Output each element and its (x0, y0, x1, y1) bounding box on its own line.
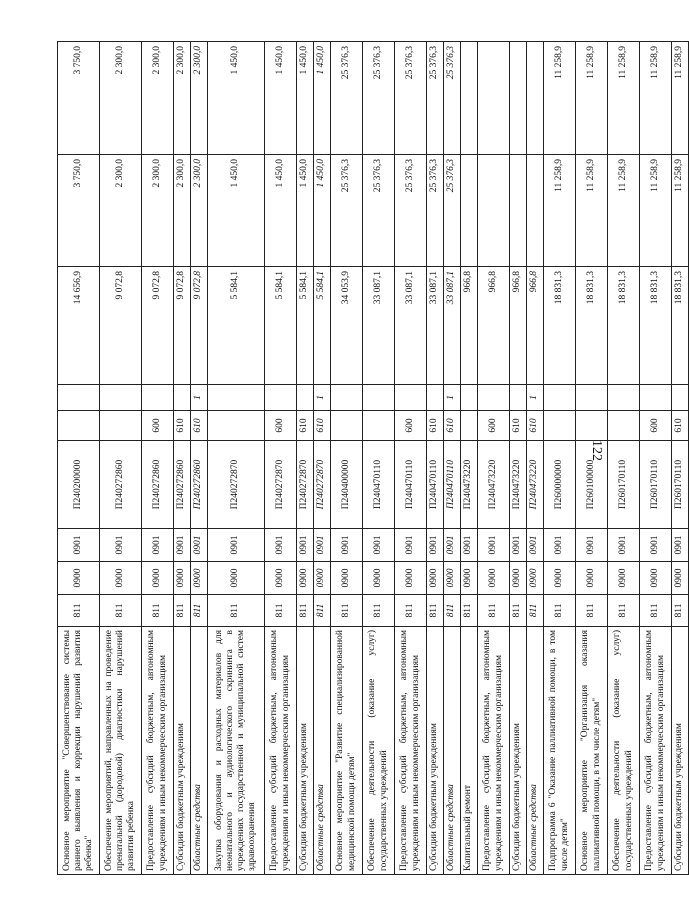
row-sum-year-1: 33 087,1 (363, 267, 395, 385)
row-name-cell: Предоставление субсидий бюджетным, автономным учреждениям и иным некоммерческим организациям (142, 627, 174, 875)
row-expense-type: 600 (478, 411, 510, 441)
row-rz-code: 0900 (510, 562, 527, 595)
row-name-cell: Основное мероприятие "Организация оказания паллиативной помощи, в том числе детям" (576, 627, 608, 875)
row-gr-code: 811 (174, 595, 191, 627)
row-pr-code: 0901 (640, 529, 672, 562)
row-rz-code: 0900 (544, 562, 576, 595)
row-sum-year-2 (527, 155, 544, 267)
row-sum-year-2: 25 376,3 (427, 155, 444, 267)
row-sum-year-3 (478, 42, 510, 155)
row-sum-year-2: 25 376,3 (444, 155, 461, 267)
row-pr-code: 0901 (58, 529, 100, 562)
row-sum-year-1: 9 072,8 (174, 267, 191, 385)
row-gr-code: 811 (297, 595, 314, 627)
row-additional-code (672, 385, 689, 411)
row-sum-year-2: 2 300,0 (142, 155, 174, 267)
row-pr-code: 0901 (544, 529, 576, 562)
row-sum-year-3: 11 258,9 (640, 42, 672, 155)
row-additional-code: 1 (314, 385, 331, 411)
row-gr-code: 811 (208, 595, 265, 627)
row-sum-year-1: 18 831,3 (544, 267, 576, 385)
row-expense-type: 610 (427, 411, 444, 441)
row-sum-year-1: 966,8 (527, 267, 544, 385)
row-additional-code (395, 385, 427, 411)
row-pr-code: 0901 (331, 529, 363, 562)
row-target-article: П240272870 (208, 441, 265, 529)
row-rz-code: 0900 (640, 562, 672, 595)
row-rz-code: 0900 (576, 562, 608, 595)
row-rz-code: 0900 (314, 562, 331, 595)
table-row (461, 42, 478, 875)
row-gr-code: 811 (576, 595, 608, 627)
row-name-cell: Субсидии бюджетным учреждениям (297, 627, 314, 875)
row-additional-code (100, 385, 142, 411)
row-name-cell: Областные средства (191, 627, 208, 875)
row-gr-code: 811 (510, 595, 527, 627)
row-name-cell: Подпрограмма 6 "Оказание паллиативной помощи, в том числе детям" (544, 627, 576, 875)
table-row (478, 42, 510, 875)
row-additional-code (265, 385, 297, 411)
row-expense-type: 610 (510, 411, 527, 441)
row-sum-year-3: 25 376,3 (331, 42, 363, 155)
row-pr-code: 0901 (297, 529, 314, 562)
row-name-cell: Предоставление субсидий бюджетным, автономным учреждениям и иным некоммерческим организациям (395, 627, 427, 875)
row-name-cell: Областные средства (444, 627, 461, 875)
row-name-cell: Субсидии бюджетным учреждениям (672, 627, 689, 875)
row-expense-type: 610 (527, 411, 544, 441)
row-name-cell: Предоставление субсидий бюджетным, автономным учреждениям и иным некоммерческим организациям (265, 627, 297, 875)
row-rz-code: 0900 (191, 562, 208, 595)
row-sum-year-1: 33 087,1 (444, 267, 461, 385)
row-target-article: П240272870 (314, 441, 331, 529)
row-rz-code: 0900 (297, 562, 314, 595)
row-sum-year-1: 18 831,3 (576, 267, 608, 385)
row-additional-code (331, 385, 363, 411)
table-row (265, 42, 297, 875)
row-additional-code: 1 (191, 385, 208, 411)
row-additional-code (478, 385, 510, 411)
row-gr-code: 811 (331, 595, 363, 627)
row-gr-code: 811 (444, 595, 461, 627)
row-sum-year-3: 1 450,0 (265, 42, 297, 155)
row-name-cell: Предоставление субсидий бюджетным, автономным учреждениям и иным некоммерческим организациям (478, 627, 510, 875)
row-expense-type: 600 (142, 411, 174, 441)
row-target-article: П260170110 (672, 441, 689, 529)
row-gr-code: 811 (672, 595, 689, 627)
row-additional-code (461, 385, 478, 411)
row-sum-year-2: 25 376,3 (331, 155, 363, 267)
row-sum-year-3: 3 750,0 (58, 42, 100, 155)
row-name-cell: Основное мероприятие "Развитие специализированной медицинской помощи детям" (331, 627, 363, 875)
row-sum-year-2: 1 450,0 (265, 155, 297, 267)
row-additional-code (208, 385, 265, 411)
row-name-cell: Закупка оборудования и расходных материалов для неонатального и аудиологического скрининга в учреждениях государственной и муниципальной систем здравоохранения (208, 627, 265, 875)
row-target-article: П240470110 (444, 441, 461, 529)
row-pr-code: 0901 (142, 529, 174, 562)
row-expense-type: 610 (314, 411, 331, 441)
row-gr-code: 811 (608, 595, 640, 627)
row-sum-year-3: 25 376,3 (444, 42, 461, 155)
row-gr-code: 811 (527, 595, 544, 627)
row-target-article: П240272870 (265, 441, 297, 529)
row-target-article: П260100000 (576, 441, 608, 529)
row-pr-code: 0901 (363, 529, 395, 562)
row-rz-code: 0900 (461, 562, 478, 595)
row-gr-code: 811 (363, 595, 395, 627)
row-pr-code: 0901 (265, 529, 297, 562)
row-sum-year-3: 25 376,3 (395, 42, 427, 155)
row-additional-code: 1 (527, 385, 544, 411)
row-sum-year-3 (461, 42, 478, 155)
row-target-article: П240473220 (478, 441, 510, 529)
row-sum-year-1: 966,8 (478, 267, 510, 385)
row-target-article: П240272860 (142, 441, 174, 529)
row-sum-year-1: 18 831,3 (608, 267, 640, 385)
row-pr-code: 0901 (576, 529, 608, 562)
row-pr-code: 0901 (510, 529, 527, 562)
row-sum-year-3: 11 258,9 (544, 42, 576, 155)
row-additional-code (174, 385, 191, 411)
row-sum-year-1: 18 831,3 (672, 267, 689, 385)
row-rz-code: 0900 (208, 562, 265, 595)
row-pr-code: 0901 (174, 529, 191, 562)
row-additional-code (363, 385, 395, 411)
budget-table (57, 41, 689, 875)
row-sum-year-2: 1 450,0 (208, 155, 265, 267)
row-rz-code: 0900 (331, 562, 363, 595)
row-sum-year-3: 1 450,0 (297, 42, 314, 155)
row-rz-code: 0900 (527, 562, 544, 595)
row-gr-code: 811 (314, 595, 331, 627)
row-sum-year-2: 11 258,9 (672, 155, 689, 267)
row-rz-code: 0900 (427, 562, 444, 595)
table-row (510, 42, 527, 875)
row-rz-code: 0900 (100, 562, 142, 595)
row-additional-code: 1 (444, 385, 461, 411)
row-target-article: П260000000 (544, 441, 576, 529)
row-expense-type (58, 411, 100, 441)
row-pr-code: 0901 (444, 529, 461, 562)
row-target-article: П260170110 (640, 441, 672, 529)
row-target-article: П240473220 (527, 441, 544, 529)
row-additional-code (640, 385, 672, 411)
row-sum-year-1: 9 072,8 (100, 267, 142, 385)
row-pr-code: 0901 (478, 529, 510, 562)
row-name-cell: Субсидии бюджетным учреждениям (510, 627, 527, 875)
row-gr-code: 811 (478, 595, 510, 627)
row-gr-code: 811 (191, 595, 208, 627)
row-name-cell: Областные средства (314, 627, 331, 875)
row-sum-year-3: 11 258,9 (672, 42, 689, 155)
row-gr-code: 811 (544, 595, 576, 627)
row-gr-code: 811 (427, 595, 444, 627)
row-target-article: П240400000 (331, 441, 363, 529)
row-sum-year-1: 5 584,1 (297, 267, 314, 385)
row-pr-code: 0901 (191, 529, 208, 562)
table-row (527, 42, 544, 875)
row-sum-year-2 (478, 155, 510, 267)
row-sum-year-1: 14 656,9 (58, 267, 100, 385)
row-rz-code: 0900 (444, 562, 461, 595)
row-rz-code: 0900 (142, 562, 174, 595)
row-pr-code: 0901 (527, 529, 544, 562)
row-sum-year-3: 2 300,0 (174, 42, 191, 155)
row-sum-year-2: 1 450,0 (314, 155, 331, 267)
row-additional-code (608, 385, 640, 411)
table-row (314, 42, 331, 875)
row-sum-year-3: 11 258,9 (576, 42, 608, 155)
row-sum-year-3: 25 376,3 (363, 42, 395, 155)
table-row (208, 42, 265, 875)
table-row (576, 42, 608, 875)
row-sum-year-2 (510, 155, 527, 267)
row-sum-year-1: 34 053,9 (331, 267, 363, 385)
row-expense-type: 610 (174, 411, 191, 441)
row-expense-type: 610 (444, 411, 461, 441)
row-expense-type (544, 411, 576, 441)
row-gr-code: 811 (100, 595, 142, 627)
row-additional-code (544, 385, 576, 411)
row-target-article: П240470110 (427, 441, 444, 529)
row-gr-code: 811 (640, 595, 672, 627)
row-name-cell: Основное мероприятие "Совершенствование системы раннего выявления и коррекции нарушений развития ребенка" (58, 627, 100, 875)
row-rz-code: 0900 (672, 562, 689, 595)
table-row (444, 42, 461, 875)
row-sum-year-2: 2 300,0 (174, 155, 191, 267)
row-sum-year-2: 11 258,9 (544, 155, 576, 267)
row-rz-code: 0900 (395, 562, 427, 595)
row-gr-code: 811 (461, 595, 478, 627)
row-expense-type (363, 411, 395, 441)
row-target-article: П240272860 (174, 441, 191, 529)
row-name-cell: Субсидии бюджетным учреждениям (427, 627, 444, 875)
row-pr-code: 0901 (208, 529, 265, 562)
table-row (672, 42, 689, 875)
row-sum-year-1: 5 584,1 (314, 267, 331, 385)
table-row (100, 42, 142, 875)
row-target-article: П240473220 (510, 441, 527, 529)
row-sum-year-2: 3 750,0 (58, 155, 100, 267)
row-target-article: П240272860 (100, 441, 142, 529)
row-sum-year-3: 25 376,3 (427, 42, 444, 155)
row-sum-year-2: 25 376,3 (395, 155, 427, 267)
table-row (363, 42, 395, 875)
row-pr-code: 0901 (314, 529, 331, 562)
table-row (174, 42, 191, 875)
row-target-article: П240200000 (58, 441, 100, 529)
row-sum-year-2: 1 450,0 (297, 155, 314, 267)
row-target-article: П240473220 (461, 441, 478, 529)
table-row (544, 42, 576, 875)
row-pr-code: 0901 (461, 529, 478, 562)
row-expense-type: 610 (191, 411, 208, 441)
row-pr-code: 0901 (608, 529, 640, 562)
row-sum-year-1: 966,8 (461, 267, 478, 385)
row-sum-year-3: 1 450,0 (314, 42, 331, 155)
row-gr-code: 811 (265, 595, 297, 627)
row-sum-year-3: 1 450,0 (208, 42, 265, 155)
row-sum-year-1: 18 831,3 (640, 267, 672, 385)
table-row (395, 42, 427, 875)
row-gr-code: 811 (395, 595, 427, 627)
row-name-cell: Субсидии бюджетным учреждениям (174, 627, 191, 875)
row-sum-year-1: 966,8 (510, 267, 527, 385)
row-target-article: П240272870 (297, 441, 314, 529)
row-sum-year-2: 25 376,3 (363, 155, 395, 267)
row-rz-code: 0900 (363, 562, 395, 595)
row-sum-year-1: 9 072,8 (191, 267, 208, 385)
row-target-article: П260170110 (608, 441, 640, 529)
row-sum-year-2: 2 300,0 (100, 155, 142, 267)
row-sum-year-2: 11 258,9 (608, 155, 640, 267)
row-rz-code: 0900 (478, 562, 510, 595)
row-name-cell: Обеспечение мероприятий, направленных на проведение пренатальной (дородовой) диагностики нарушений развития ребенка (100, 627, 142, 875)
row-expense-type: 600 (265, 411, 297, 441)
row-sum-year-2 (461, 155, 478, 267)
row-sum-year-1: 33 087,1 (427, 267, 444, 385)
row-expense-type (331, 411, 363, 441)
table-row (427, 42, 444, 875)
row-pr-code: 0901 (427, 529, 444, 562)
table-row (58, 42, 100, 875)
row-name-cell: Предоставление субсидий бюджетным, автономным учреждениям и иным некоммерческим организациям (640, 627, 672, 875)
row-target-article: П240272860 (191, 441, 208, 529)
row-expense-type: 610 (297, 411, 314, 441)
row-additional-code (297, 385, 314, 411)
page-number: 122 (589, 440, 604, 461)
row-rz-code: 0900 (608, 562, 640, 595)
row-gr-code: 811 (58, 595, 100, 627)
row-additional-code (142, 385, 174, 411)
row-additional-code (427, 385, 444, 411)
row-sum-year-3: 2 300,0 (142, 42, 174, 155)
row-expense-type (576, 411, 608, 441)
row-expense-type: 600 (640, 411, 672, 441)
row-sum-year-3: 2 300,0 (100, 42, 142, 155)
row-name-cell: Обеспечение деятельности (оказание услуг) государственных учреждений (608, 627, 640, 875)
table-row (191, 42, 208, 875)
table-body (58, 42, 689, 875)
row-expense-type (608, 411, 640, 441)
row-sum-year-2: 11 258,9 (640, 155, 672, 267)
row-expense-type: 600 (395, 411, 427, 441)
table-row (608, 42, 640, 875)
row-gr-code: 811 (142, 595, 174, 627)
row-target-article: П240470110 (363, 441, 395, 529)
row-additional-code (576, 385, 608, 411)
row-sum-year-3: 2 300,0 (191, 42, 208, 155)
row-sum-year-3 (527, 42, 544, 155)
row-sum-year-1: 5 584,1 (265, 267, 297, 385)
row-expense-type (461, 411, 478, 441)
row-rz-code: 0900 (265, 562, 297, 595)
row-pr-code: 0901 (100, 529, 142, 562)
row-sum-year-2: 11 258,9 (576, 155, 608, 267)
row-additional-code (58, 385, 100, 411)
row-name-cell: Капитальный ремонт (461, 627, 478, 875)
row-sum-year-1: 33 087,1 (395, 267, 427, 385)
row-expense-type (100, 411, 142, 441)
row-sum-year-1: 9 072,8 (142, 267, 174, 385)
table-row (297, 42, 314, 875)
row-sum-year-3: 11 258,9 (608, 42, 640, 155)
row-sum-year-2: 2 300,0 (191, 155, 208, 267)
row-additional-code (510, 385, 527, 411)
row-sum-year-3 (510, 42, 527, 155)
row-target-article: П240470110 (395, 441, 427, 529)
row-rz-code: 0900 (174, 562, 191, 595)
row-sum-year-1: 5 584,1 (208, 267, 265, 385)
row-name-cell: Обеспечение деятельности (оказание услуг) государственных учреждений (363, 627, 395, 875)
row-expense-type: 610 (672, 411, 689, 441)
table-row (142, 42, 174, 875)
row-pr-code: 0901 (672, 529, 689, 562)
row-expense-type (208, 411, 265, 441)
row-rz-code: 0900 (58, 562, 100, 595)
row-name-cell: Областные средства (527, 627, 544, 875)
table-row (640, 42, 672, 875)
table-row (331, 42, 363, 875)
row-pr-code: 0901 (395, 529, 427, 562)
